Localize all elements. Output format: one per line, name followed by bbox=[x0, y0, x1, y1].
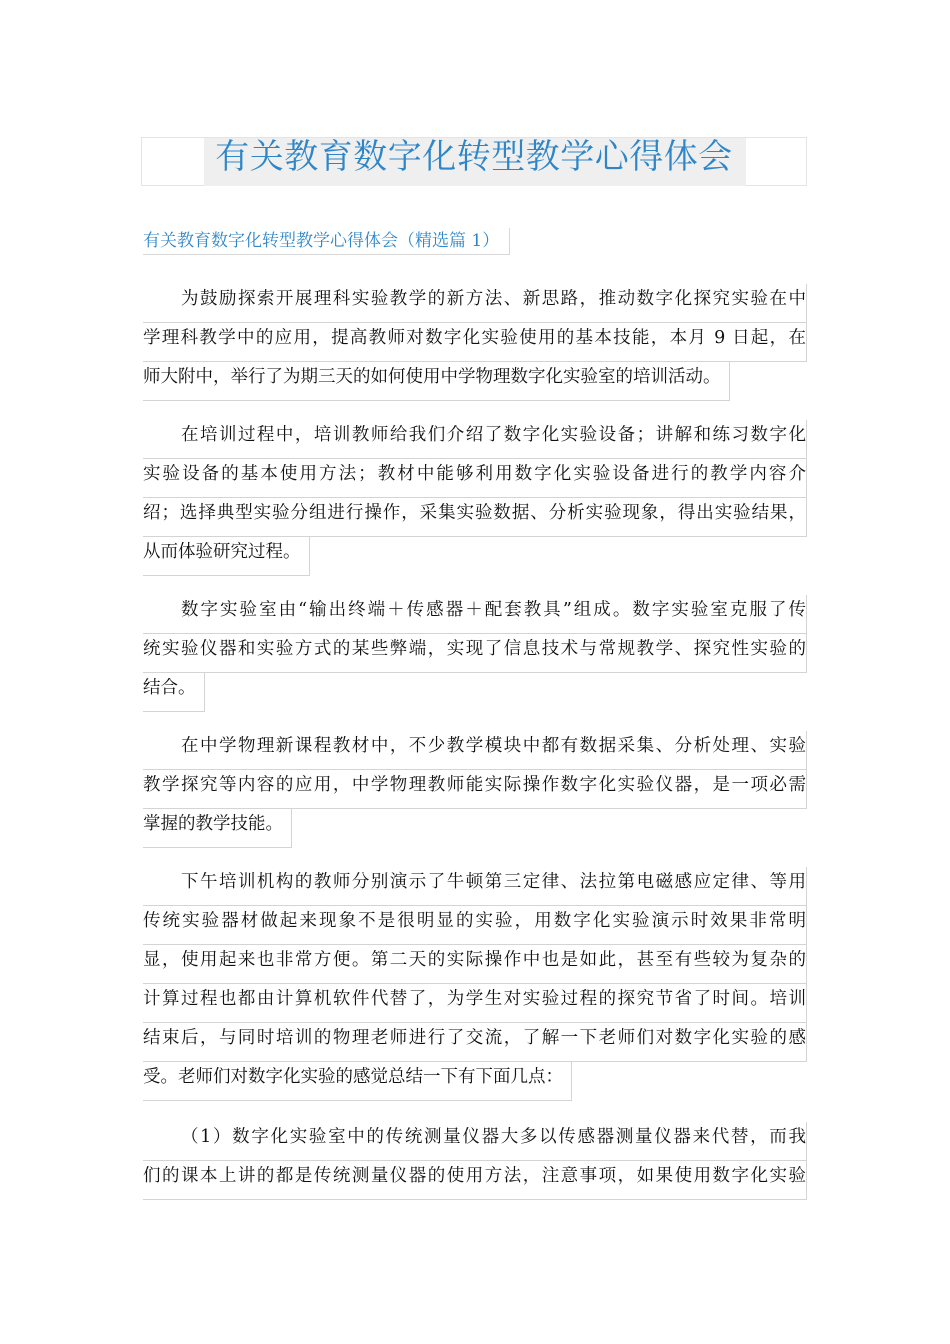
paragraph-line: 下午培训机构的教师分别演示了牛顿第三定律、法拉第电磁感应定律、等用 bbox=[143, 867, 807, 906]
paragraph-line: 实验设备的基本使用方法；教材中能够利用数字化实验设备进行的教学内容介 bbox=[143, 459, 807, 498]
paragraph-6 bbox=[143, 1122, 807, 1200]
paragraph-line: 学理科教学中的应用，提高教师对数字化实验使用的基本技能，本月 9 日起，在 bbox=[143, 323, 807, 362]
paragraph-line: （1）数字化实验室中的传统测量仪器大多以传感器测量仪器来代替，而我 bbox=[143, 1122, 807, 1161]
paragraph-line: 师大附中，举行了为期三天的如何使用中学物理数字化实验室的培训活动。 bbox=[143, 362, 730, 401]
paragraph-line: 们的课本上讲的都是传统测量仪器的使用方法，注意事项，如果使用数字化实验 bbox=[143, 1161, 807, 1200]
paragraph-line: 在中学物理新课程教材中，不少教学模块中都有数据采集、分析处理、实验 bbox=[143, 731, 807, 770]
paragraph-3 bbox=[143, 595, 807, 712]
paragraph-line: 结束后，与同时培训的物理老师进行了交流，了解一下老师们对数字化实验的感 bbox=[143, 1023, 807, 1062]
paragraph-line: 计算过程也都由计算机软件代替了，为学生对实验过程的探究节省了时间。培训 bbox=[143, 984, 807, 1023]
paragraph-5 bbox=[143, 867, 807, 1101]
paragraph-line: 结合。 bbox=[143, 673, 205, 712]
paragraph-line: 掌握的教学技能。 bbox=[143, 809, 292, 848]
paragraph-line: 传统实验器材做起来现象不是很明显的实验，用数字化实验演示时效果非常明 bbox=[143, 906, 807, 945]
section-subtitle: 有关教育数字化转型教学心得体会（精选篇 1） bbox=[143, 228, 510, 255]
paragraph-line: 在培训过程中，培训教师给我们介绍了数字化实验设备；讲解和练习数字化 bbox=[143, 420, 807, 459]
paragraph-line: 显，使用起来也非常方便。第二天的实际操作中也是如此，甚至有些较为复杂的 bbox=[143, 945, 807, 984]
paragraph-2 bbox=[143, 420, 807, 576]
paragraph-1 bbox=[143, 284, 807, 401]
paragraph-line: 从而体验研究过程。 bbox=[143, 537, 310, 576]
paragraph-line: 教学探究等内容的应用，中学物理教师能实际操作数字化实验仪器，是一项必需 bbox=[143, 770, 807, 809]
paragraph-line: 受。老师们对数字化实验的感觉总结一下有下面几点： bbox=[143, 1062, 572, 1101]
paragraph-line: 统实验仪器和实验方式的某些弊端，实现了信息技术与常规教学、探究性实验的 bbox=[143, 634, 807, 673]
paragraph-line: 绍；选择典型实验分组进行操作，采集实验数据、分析实验现象，得出实验结果， bbox=[143, 498, 807, 537]
paragraph-line: 数字实验室由“输出终端＋传感器＋配套教具”组成。数字实验室克服了传 bbox=[143, 595, 807, 634]
page-title: 有关教育数字化转型教学心得体会 bbox=[215, 137, 733, 177]
paragraph-4 bbox=[143, 731, 807, 848]
paragraph-line: 为鼓励探索开展理科实验教学的新方法、新思路，推动数字化探究实验在中 bbox=[143, 284, 807, 323]
